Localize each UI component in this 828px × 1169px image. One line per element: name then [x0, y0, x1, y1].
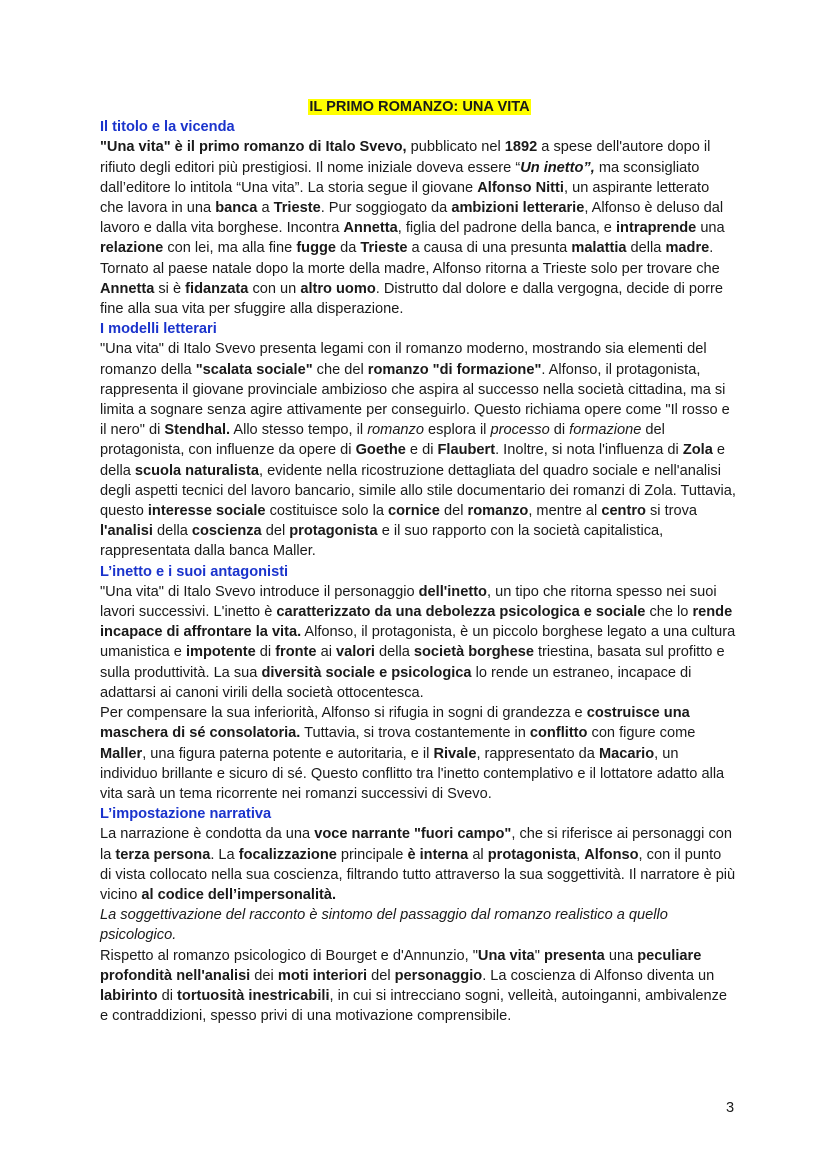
text-run: esplora il	[423, 422, 491, 439]
text-run: rende incapace di affrontare la vita.	[100, 604, 733, 641]
text-run: "scalata sociale"	[195, 361, 313, 378]
text-run: e di	[405, 442, 438, 459]
text-run: malattia	[571, 240, 627, 257]
text-run: madre	[665, 240, 710, 257]
page-number: 3	[726, 1100, 735, 1116]
text-run: Una vita	[477, 947, 535, 964]
text-run: del	[367, 967, 395, 984]
document-body	[100, 117, 736, 1026]
text-run: focalizzazione	[238, 846, 337, 863]
section-heading: L’inetto e i suoi antagonisti	[100, 563, 289, 580]
text-run: Un inetto”,	[520, 159, 595, 176]
text-run: a	[257, 200, 274, 217]
section-paragraph	[100, 946, 736, 1027]
text-run: 1892	[504, 139, 538, 156]
text-run: , mentre al	[528, 503, 602, 520]
text-run: , con il punto di vista collocato nella sua coscienza, filtrando tutto attraverso la sua soggettività. Il narratore è più vicino	[100, 846, 736, 903]
text-run: Tuttavia, si trova costantemente in	[300, 725, 530, 742]
text-run: romanzo	[467, 503, 529, 520]
text-run: del protagonista, con influenze da opere di	[100, 422, 665, 459]
text-run: centro	[601, 503, 646, 520]
text-run: . Distrutto dal dolore e dalla vergogna, decide di porre fine alla sua vita per sfuggire alla disperazione.	[100, 280, 723, 318]
text-run: della	[626, 240, 666, 257]
text-run: caratterizzato da una debolezza psicologica e sociale	[276, 604, 646, 621]
section-heading: I modelli letterari	[100, 321, 217, 338]
section-paragraph	[100, 137, 736, 319]
text-run: pubblicato nel	[406, 139, 505, 156]
text-run: formazione	[569, 422, 642, 439]
text-run: di	[157, 987, 178, 1004]
section-heading: Il titolo e la vicenda	[100, 119, 235, 136]
text-run: valori	[336, 644, 375, 661]
text-run: dei	[250, 967, 278, 984]
text-run: e il suo rapporto con la società capitalistica, rappresentata dalla banca Maller.	[100, 523, 664, 560]
text-run: una	[696, 220, 725, 237]
text-run: romanzo "di formazione"	[367, 361, 542, 378]
text-run: , che si riferisce ai personaggi con la	[100, 826, 732, 863]
text-run: fronte	[275, 644, 317, 661]
text-run: società borghese	[413, 644, 534, 661]
text-run: Annetta	[100, 280, 155, 297]
text-run: labirinto	[100, 987, 158, 1004]
text-run: ,	[576, 846, 585, 863]
text-run: "	[534, 947, 544, 964]
text-run: della	[152, 523, 192, 540]
text-run: . La	[210, 846, 239, 863]
text-run: lo rende un estraneo, incapace di adattarsi ai canoni virili della società ottocentesca.	[100, 664, 692, 701]
text-run: fugge	[296, 240, 337, 257]
text-run: Annetta	[343, 220, 398, 237]
text-run: ai	[316, 644, 337, 661]
text-run: ma sconsigliato dall’editore lo intitola “Una vita”. La storia segue il giovane	[100, 159, 700, 196]
text-run: , evidente nella ricostruzione dettagliata del quadro sociale e nell'analisi degli aspetti tecnici del lavoro bancario, simile allo stile documentario dei romanzi di Zola. Tuttavia, questo	[100, 462, 736, 520]
text-run: , Alfonso è deluso dal lavoro e dalla vita borghese. Incontra	[100, 200, 724, 237]
text-run: coscienza	[191, 523, 262, 540]
text-run: terza persona	[115, 846, 211, 863]
text-run: fidanzata	[185, 280, 249, 297]
text-run: voce narrante "fuori campo"	[314, 826, 512, 843]
text-run: romanzo	[367, 422, 424, 439]
text-run: "Una vita" è il primo romanzo di Italo Svevo,	[100, 139, 407, 156]
text-run: diversità sociale e psicologica	[261, 664, 472, 681]
text-run: Rivale	[433, 745, 477, 762]
text-run: che lo	[645, 604, 693, 621]
text-run: , rappresentato da	[476, 745, 599, 762]
text-run: di	[549, 422, 570, 439]
section-paragraph	[100, 582, 736, 703]
text-run: "Una vita" di Italo Svevo presenta legami con il romanzo moderno, mostrando sia elementi del romanzo della	[100, 341, 707, 378]
text-run: Flaubert	[437, 442, 496, 459]
document-title: IL PRIMO ROMANZO: UNA VITA	[309, 99, 530, 115]
text-run: . La coscienza di Alfonso diventa un	[482, 967, 715, 984]
text-run: personaggio	[394, 967, 483, 984]
text-run: scuola naturalista	[134, 462, 259, 479]
text-run: peculiare profondità nell'analisi	[100, 947, 702, 984]
text-run: triestina, basata sul profitto e sulla produttività. La sua	[100, 644, 725, 681]
text-run: . Inoltre, si nota l'influenza di	[495, 442, 683, 459]
text-run: cornice	[388, 503, 440, 520]
text-run: Stendhal.	[164, 422, 231, 439]
text-run: , un aspirante letterato che lavora in una	[100, 179, 710, 217]
text-run: Allo stesso tempo, il	[230, 422, 368, 439]
text-run: si trova	[645, 503, 698, 520]
title-wrapper	[103, 97, 736, 117]
text-run: dell'inetto	[418, 583, 487, 600]
text-run: che del	[312, 361, 368, 378]
text-run: conflitto	[529, 725, 588, 742]
text-run: è interna	[407, 846, 469, 863]
text-run: del	[261, 523, 290, 540]
text-run: . Alfonso, il protagonista, rappresenta il giovane provinciale ambizioso che aspira al successo nella società cittadina, ma si limita a sognare senza agire attivamente per conseguirlo. Questo richiama opere come "Il rosso e il nero" di	[100, 361, 730, 439]
text-run: moti interiori	[277, 967, 368, 984]
text-run: da	[336, 240, 361, 257]
text-run: . Pur soggiogato da	[320, 200, 452, 217]
document-page	[100, 97, 736, 1026]
text-run: relazione	[100, 240, 164, 257]
text-run: Alfonso	[584, 846, 639, 863]
section-paragraph	[100, 905, 736, 945]
text-run: si è	[154, 280, 186, 297]
text-run: Goethe	[355, 442, 406, 459]
text-run: Macario	[598, 745, 655, 762]
section-paragraph	[100, 824, 736, 905]
text-run: La narrazione è condotta da una	[100, 826, 315, 843]
text-run: , un individuo brillante e sicuro di sé. Questo conflitto tra l'inetto contemplativo e il lottatore adatto alla vita sarà un tema ricorrente nei romanzi successivi di Svevo.	[100, 745, 725, 802]
section-paragraph	[100, 703, 736, 804]
text-run: principale	[336, 846, 408, 863]
text-run: Alfonso, il protagonista, è un piccolo borghese legato a una cultura umanistica e	[100, 624, 736, 661]
text-run: , in cui si intrecciano sogni, velleità, autoinganni, ambivalenze e contraddizioni, spesso privi di una motivazione comprensibile.	[100, 987, 728, 1025]
text-run: , un tipo che ritorna spesso nei suoi lavori successivi. L'inetto è	[100, 583, 717, 621]
text-run: processo	[490, 422, 550, 439]
text-run: Trieste	[273, 200, 321, 217]
section-heading: L’impostazione narrativa	[100, 806, 272, 823]
text-run: con figure come	[587, 725, 696, 742]
section-paragraph	[100, 339, 736, 561]
text-run: banca	[215, 200, 258, 217]
text-run: intraprende	[615, 220, 697, 237]
text-run: con un	[248, 280, 301, 297]
text-run: ambizioni letterarie	[451, 200, 585, 217]
text-run: e della	[100, 442, 725, 479]
text-run: presenta	[543, 947, 605, 964]
text-run: Zola	[682, 442, 713, 459]
text-run: a causa di una presunta	[407, 240, 572, 257]
text-run: altro uomo	[300, 280, 376, 297]
text-run: al	[468, 846, 488, 863]
text-run: una	[604, 947, 638, 964]
text-run: di	[255, 644, 276, 661]
text-run: tortuosità inestricabili	[177, 987, 330, 1004]
text-run: , una figura paterna potente e autoritaria, e il	[142, 745, 434, 762]
text-run: Per compensare la sua inferiorità, Alfonso si rifugia in sogni di grandezza e	[100, 705, 587, 722]
text-run: Maller	[100, 745, 143, 762]
text-run: impotente	[185, 644, 256, 661]
text-run: . Tornato al paese natale dopo la morte della madre, Alfonso ritorna a Trieste solo per trovare che	[100, 240, 720, 277]
text-run: costituisce solo la	[265, 503, 388, 520]
text-run: , figlia del padrone della banca, e	[397, 220, 616, 237]
text-run: Alfonso Nitti	[477, 179, 564, 196]
text-run: a spese dell'autore dopo il rifiuto degli editori più prestigiosi. Il nome iniziale doveva essere “	[100, 139, 711, 176]
text-run: con lei, ma alla fine	[163, 240, 297, 257]
text-run: Trieste	[360, 240, 408, 257]
text-run: Rispetto al romanzo psicologico di Bourget e d'Annunzio, "	[100, 947, 478, 964]
text-run: La soggettivazione del racconto è sintomo del passaggio dal romanzo realistico a quello psicologico.	[100, 907, 668, 944]
text-run: costruisce una maschera di sé consolatoria.	[100, 705, 690, 742]
text-run: protagonista	[289, 523, 378, 540]
text-run: al codice dell’impersonalità.	[141, 886, 337, 903]
text-run: l'analisi	[100, 523, 153, 540]
text-run: interesse sociale	[147, 503, 266, 520]
text-run: della	[374, 644, 414, 661]
text-run: protagonista	[487, 846, 577, 863]
text-run: "Una vita" di Italo Svevo introduce il personaggio	[100, 583, 419, 600]
text-run: del	[439, 503, 468, 520]
